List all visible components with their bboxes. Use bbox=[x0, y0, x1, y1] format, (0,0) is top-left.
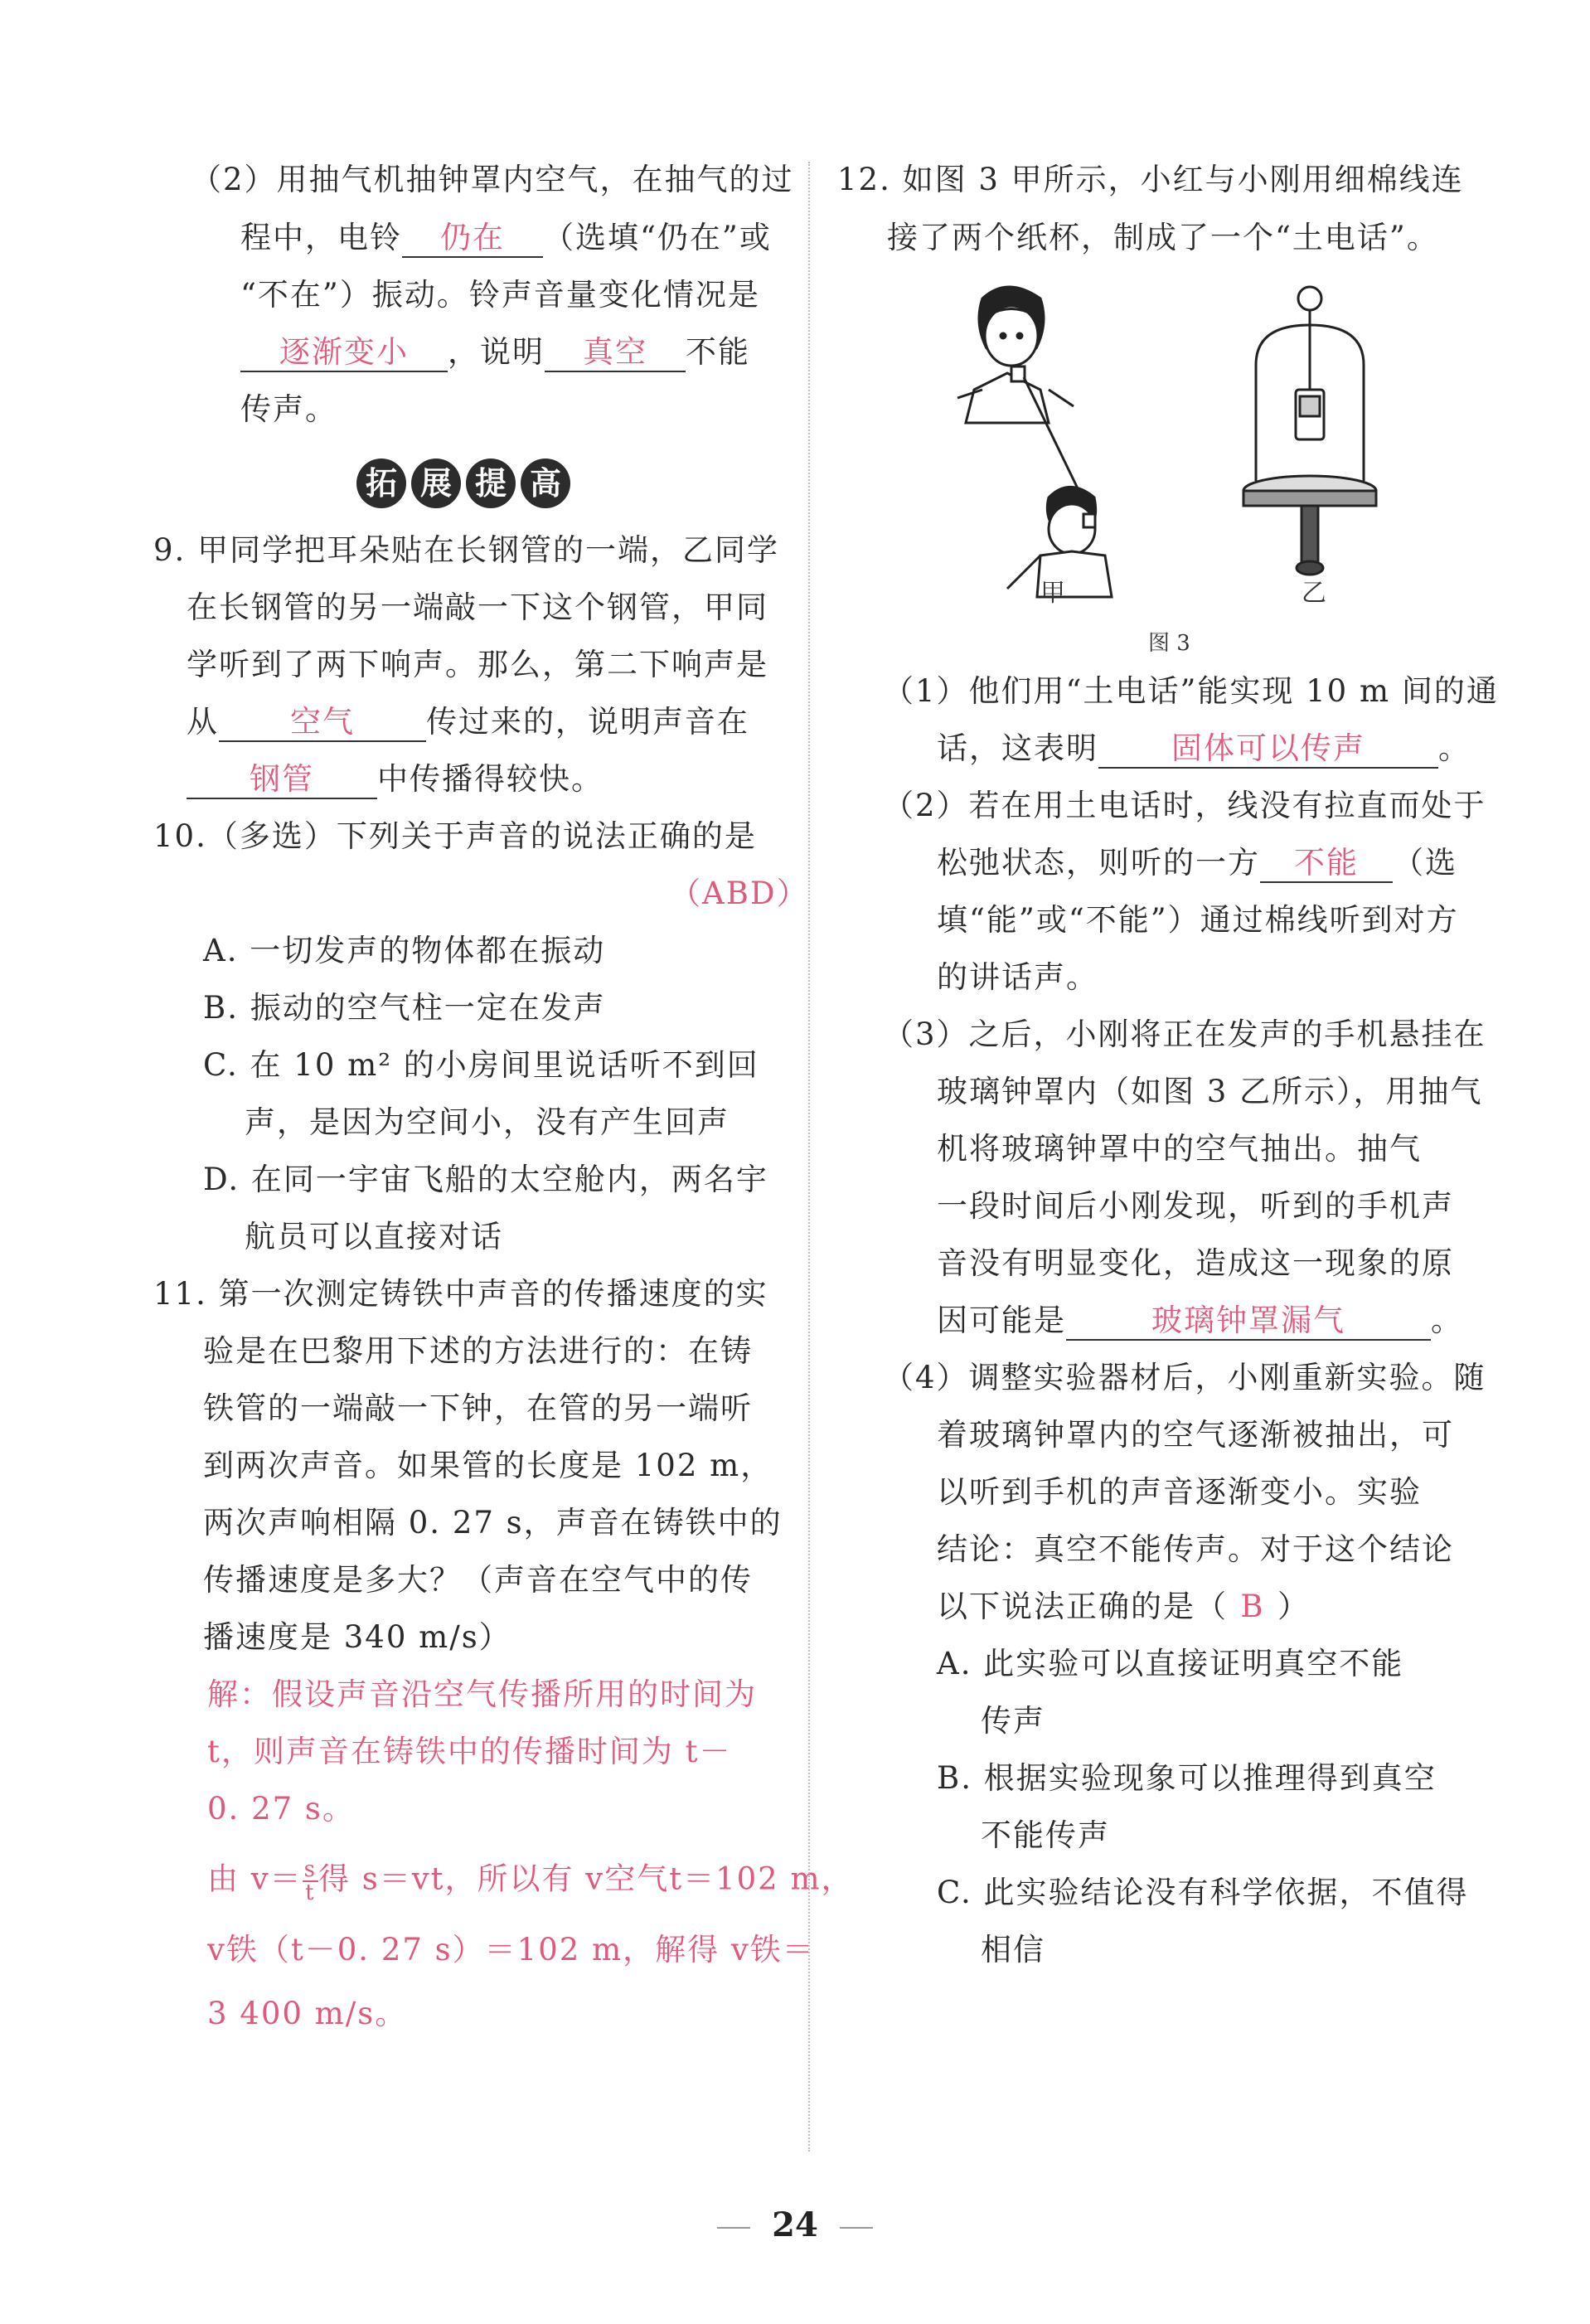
page-number: 24 bbox=[0, 2205, 1590, 2244]
q12-part3-answer: 玻璃钟罩漏气 bbox=[1066, 1303, 1431, 1341]
fraction: $\frac{s}{t}$ bbox=[303, 1857, 318, 1905]
q12-part4-answer: B bbox=[1240, 1589, 1265, 1624]
q8-2-line4: 逐渐变小 ，说明 真空 不能 bbox=[240, 332, 750, 372]
section-char-1: 拓 bbox=[356, 458, 406, 508]
q12-line2: 接了两个纸杯，制成了一个“土电话”。 bbox=[887, 220, 1439, 255]
column-divider bbox=[808, 162, 810, 2152]
q8-2-line5: 传声。 bbox=[240, 391, 337, 427]
q9-line3: 学听到了两下响声。那么，第二下响声是 bbox=[187, 647, 768, 682]
q11-line6: 传播速度是多大？（声音在空气中的传 bbox=[203, 1562, 753, 1598]
q9-answer-1: 空气 bbox=[219, 704, 426, 742]
girl-drawing bbox=[957, 287, 1090, 514]
q10-option-a: A. 一切发声的物体都在振动 bbox=[203, 933, 606, 968]
q10-option-d-line2: 航员可以直接对话 bbox=[245, 1219, 503, 1254]
q11-solution-line3: 0. 27 s。 bbox=[207, 1791, 355, 1827]
q8-2-line2: 程中，电铃 仍在 （选填“仍在”或 bbox=[240, 218, 772, 258]
q12-part4-line2: 着玻璃钟罩内的空气逐渐被抽出，可 bbox=[937, 1417, 1454, 1453]
q12-part2-line2: 松弛状态，则听的一方 不能 （选 bbox=[937, 843, 1457, 883]
q11-line2: 验是在巴黎用下述的方法进行的：在铸 bbox=[203, 1333, 753, 1369]
q11-line4: 到两次声音。如果管的长度是 102 m， bbox=[203, 1448, 773, 1483]
q8-2-answer-2: 逐渐变小 bbox=[240, 334, 448, 372]
q12-part1-line1: （1）他们用“土电话”能实现 10 m 间的通 bbox=[883, 673, 1499, 709]
section-char-4: 高 bbox=[521, 458, 570, 508]
q11-line1: 11. 第一次测定铸铁中声音的传播速度的实 bbox=[153, 1276, 768, 1312]
q11-solution-line5: v铁（t－0. 27 s）＝102 m，解得 v铁＝ bbox=[207, 1932, 815, 1967]
q12-part3-line1: （3）之后，小刚将正在发声的手机悬挂在 bbox=[883, 1016, 1486, 1052]
q11-solution-line1: 解：假设声音沿空气传播所用的时间为 bbox=[207, 1676, 757, 1712]
q12-part4-line1: （4）调整实验器材后，小刚重新实验。随 bbox=[883, 1360, 1486, 1395]
q12-part1-line2: 话，这表明 固体可以传声 。 bbox=[937, 729, 1471, 769]
q10-answer: （ABD） bbox=[670, 876, 809, 911]
q12-part1-answer: 固体可以传声 bbox=[1098, 730, 1438, 769]
q9-line5: 钢管 中传播得较快。 bbox=[187, 759, 604, 799]
q10-option-c-line1: C. 在 10 m² 的小房间里说话听不到回 bbox=[203, 1047, 759, 1083]
q8-2-answer-3: 真空 bbox=[545, 334, 686, 372]
figure-label-jia: 甲 bbox=[1040, 579, 1065, 608]
q12-option-b-line2: 不能传声 bbox=[981, 1817, 1110, 1853]
q11-line5: 两次声响相隔 0. 27 s，声音在铸铁中的 bbox=[203, 1505, 783, 1540]
q11-line3: 铁管的一端敲一下钟，在管的另一端听 bbox=[203, 1390, 753, 1426]
q10-option-d-line1: D. 在同一宇宙飞船的太空舱内，两名宇 bbox=[203, 1162, 768, 1197]
q12-line1: 12. 如图 3 甲所示，小红与小刚用细棉线连 bbox=[837, 162, 1464, 197]
q9-line4: 从 空气 传过来的，说明声音在 bbox=[187, 702, 749, 742]
q12-part3-line3: 机将玻璃钟罩中的空气抽出。抽气 bbox=[937, 1131, 1422, 1167]
q11-solution-line6: 3 400 m/s。 bbox=[207, 1996, 408, 2031]
q8-2-answer-1: 仍在 bbox=[402, 220, 543, 258]
figure-label-yi: 乙 bbox=[1302, 579, 1326, 608]
q12-part4-line3: 以听到手机的声音逐渐变小。实验 bbox=[937, 1474, 1422, 1510]
q8-2-line1: （2）用抽气机抽钟罩内空气，在抽气的过 bbox=[191, 162, 794, 197]
q12-part4-line4: 结论：真空不能传声。对于这个结论 bbox=[937, 1531, 1454, 1567]
q12-part2-line1: （2）若在用土电话时，线没有拉直而处于 bbox=[883, 788, 1486, 823]
q10-option-b: B. 振动的空气柱一定在发声 bbox=[203, 990, 606, 1026]
q12-part3-line2: 玻璃钟罩内（如图 3 乙所示），用抽气 bbox=[937, 1074, 1483, 1109]
q12-part2-answer: 不能 bbox=[1260, 845, 1393, 883]
q11-line7: 播速度是 340 m/s） bbox=[203, 1619, 511, 1655]
q11-solution-line4: 由 v＝ $\frac{s}{t}$ 得 s＝vt，所以有 v空气t＝102 m， bbox=[207, 1857, 854, 1905]
q10-option-c-line2: 声，是因为空间小，没有产生回声 bbox=[245, 1104, 730, 1140]
figure-3 bbox=[924, 274, 1389, 638]
figure-caption: 图 3 bbox=[1148, 631, 1190, 656]
q10-stem: 10.（多选）下列关于声音的说法正确的是 bbox=[153, 818, 757, 854]
q12-part4-line5: 以下说法正确的是（ B ） bbox=[937, 1587, 1310, 1627]
q12-part3-line6: 因可能是 玻璃钟罩漏气 。 bbox=[937, 1301, 1463, 1341]
q9-line2: 在长钢管的另一端敲一下这个钢管，甲同 bbox=[187, 589, 768, 625]
q9-line1: 9. 甲同学把耳朵贴在长钢管的一端，乙同学 bbox=[153, 532, 780, 568]
q12-option-b-line1: B. 根据实验现象可以推理得到真空 bbox=[937, 1760, 1437, 1796]
q12-option-c-line1: C. 此实验结论没有科学依据，不值得 bbox=[937, 1875, 1469, 1910]
q12-part3-line5: 音没有明显变化，造成这一现象的原 bbox=[937, 1245, 1454, 1281]
q8-2-line3: “不在”）振动。铃声音量变化情况是 bbox=[240, 277, 760, 313]
q12-part2-line3: 填“能”或“不能”）通过棉线听到对方 bbox=[937, 902, 1459, 938]
q9-answer-2: 钢管 bbox=[187, 761, 377, 799]
bell-jar-drawing bbox=[1243, 287, 1376, 575]
q12-option-c-line2: 相信 bbox=[981, 1932, 1045, 1967]
q11-solution-line2: t，则声音在铸铁中的传播时间为 t－ bbox=[207, 1734, 732, 1769]
section-char-2: 展 bbox=[411, 458, 461, 508]
q12-part3-line4: 一段时间后小刚发现，听到的手机声 bbox=[937, 1188, 1454, 1224]
q12-option-a-line1: A. 此实验可以直接证明真空不能 bbox=[937, 1646, 1404, 1681]
q12-part2-line4: 的讲话声。 bbox=[937, 959, 1098, 995]
section-heading bbox=[356, 458, 570, 508]
section-char-3: 提 bbox=[466, 458, 516, 508]
q12-option-a-line2: 传声 bbox=[981, 1703, 1045, 1739]
